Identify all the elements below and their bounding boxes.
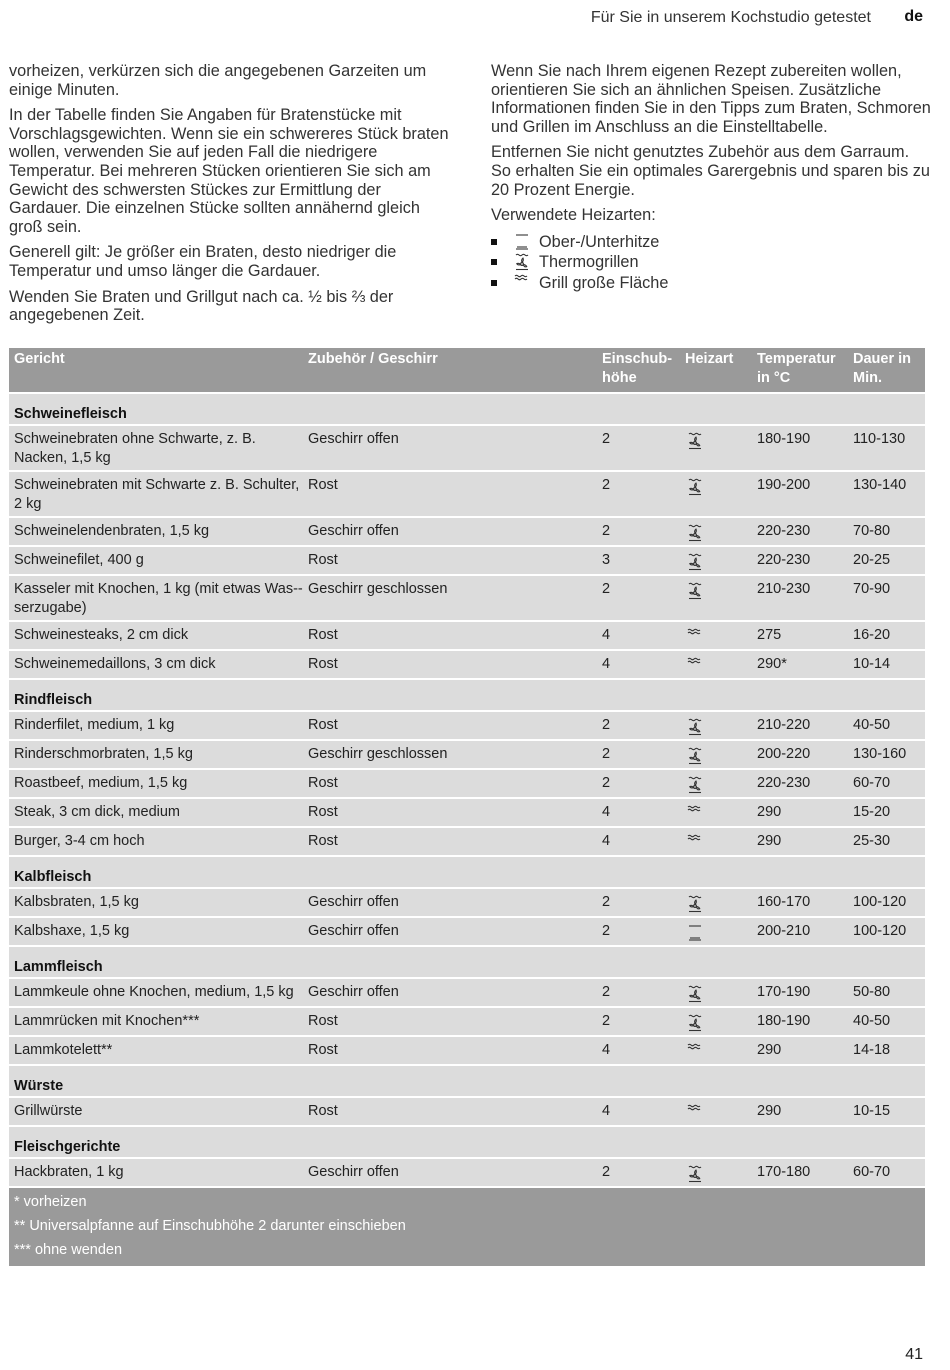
dish-cell: Schweinefilet, 400 g (14, 552, 144, 568)
accessory-cell: Rost (308, 1042, 338, 1058)
temperature-cell: 200-220 (757, 746, 811, 762)
dish-cell: Grillwürste (14, 1103, 83, 1119)
mode-cell (685, 803, 749, 829)
mode-cell (685, 716, 749, 742)
language-code: de (904, 8, 923, 25)
table-row (9, 799, 925, 826)
section-title: Lammfleisch (14, 959, 103, 975)
level-cell: 4 (602, 804, 611, 820)
table-row (9, 1037, 925, 1064)
accessory-cell: Rost (308, 477, 338, 493)
table-section-header (9, 947, 925, 977)
level-cell: 2 (602, 984, 611, 1000)
duration-cell: 60-70 (853, 1164, 891, 1180)
table-row (9, 918, 925, 945)
right-text-column (491, 62, 931, 293)
table-body (9, 394, 925, 1186)
mode-cell (685, 580, 749, 606)
table-row (9, 426, 925, 470)
duration-cell: 130-140 (853, 477, 907, 493)
table-row (9, 576, 925, 620)
mode-cell (685, 1012, 749, 1038)
heating-mode-item (491, 273, 931, 294)
grill-large-icon (687, 1049, 703, 1065)
left-text-column (9, 62, 457, 332)
section-title: Kalbfleisch (14, 869, 92, 885)
dish-cell: Lammkotelett** (14, 1042, 113, 1058)
mode-cell (685, 745, 749, 771)
table-row (9, 472, 925, 516)
dish-cell: Lammrücken mit Knochen*** (14, 1013, 200, 1029)
temperature-cell: 210-230 (757, 581, 811, 597)
thermo-grill-icon (514, 253, 530, 271)
mode-cell (685, 655, 749, 681)
accessory-cell: Rost (308, 627, 338, 643)
thermo-grill-icon (687, 753, 703, 769)
temperature-cell: 275 (757, 627, 782, 643)
column-header-accessory: Zubehör / Geschirr (308, 351, 438, 367)
section-title: Fleischgerichte (14, 1139, 121, 1155)
duration-cell: 110-130 (853, 431, 906, 447)
level-cell: 2 (602, 523, 611, 539)
temperature-cell: 210-220 (757, 717, 811, 733)
footnote: * vorheizen (14, 1194, 87, 1210)
dish-cell: Hackbraten, 1 kg (14, 1164, 124, 1180)
table-footnotes (9, 1188, 925, 1266)
heating-mode-item (491, 232, 931, 253)
column-header-temperature: Temperatur in °C (757, 351, 836, 386)
dish-cell: Schweinebraten ohne Schwarte, z. B. Nacken, 1,5 kg (14, 431, 256, 466)
level-cell: 2 (602, 894, 611, 910)
duration-cell: 10-15 (853, 1103, 891, 1119)
dish-cell: Roastbeef, medium, 1,5 kg (14, 775, 188, 791)
bullet-icon (491, 280, 497, 286)
accessory-cell: Rost (308, 804, 338, 820)
header-title: Für Sie in unserem Kochstudio getestet (590, 9, 871, 26)
table-section-header (9, 394, 925, 424)
accessory-cell: Rost (308, 717, 338, 733)
paragraph: vorheizen, verkürzen sich die angegebenen Garzeiten um einige Minuten. (9, 62, 427, 99)
level-cell: 2 (602, 581, 611, 597)
table-row (9, 1159, 925, 1186)
temperature-cell: 290* (757, 656, 787, 672)
level-cell: 2 (602, 717, 611, 733)
dish-cell: Rinderfilet, medium, 1 kg (14, 717, 175, 733)
level-cell: 4 (602, 833, 611, 849)
mode-cell (685, 922, 749, 948)
mode-cell (685, 476, 749, 502)
page-header (0, 8, 950, 28)
accessory-cell: Geschirr offen (308, 523, 399, 539)
heating-mode-item (491, 252, 931, 273)
table-row (9, 651, 925, 678)
temperature-cell: 170-180 (757, 1164, 811, 1180)
cooking-table (9, 348, 925, 1266)
mode-cell (685, 774, 749, 800)
bullet-icon (491, 239, 497, 245)
column-header-level: Einschub- höhe (602, 351, 673, 386)
grill-large-icon (687, 1110, 703, 1126)
column-header-mode: Heizart (685, 351, 734, 367)
table-row (9, 979, 925, 1006)
accessory-cell: Geschirr geschlossen (308, 581, 448, 597)
heating-modes-label: Verwendete Heizarten: (491, 206, 656, 225)
mode-cell (685, 430, 749, 456)
temperature-cell: 220-230 (757, 523, 811, 539)
temperature-cell: 190-200 (757, 477, 811, 493)
thermo-grill-icon (687, 559, 703, 575)
duration-cell: 10-14 (853, 656, 891, 672)
footnote: *** ohne wenden (14, 1242, 123, 1258)
table-row (9, 712, 925, 739)
level-cell: 2 (602, 431, 611, 447)
table-row (9, 828, 925, 855)
column-header-dish: Gericht (14, 351, 65, 367)
dish-cell: Burger, 3-4 cm hoch (14, 833, 145, 849)
grill-large-icon (514, 274, 530, 292)
table-section-header (9, 1066, 925, 1096)
dish-cell: Schweinelendenbraten, 1,5 kg (14, 523, 210, 539)
accessory-cell: Geschirr offen (308, 894, 399, 910)
level-cell: 4 (602, 1103, 611, 1119)
duration-cell: 25-30 (853, 833, 891, 849)
temperature-cell: 220-230 (757, 775, 811, 791)
temperature-cell: 170-190 (757, 984, 811, 1000)
mode-cell (685, 551, 749, 577)
level-cell: 4 (602, 656, 611, 672)
mode-cell (685, 1102, 749, 1128)
temperature-cell: 160-170 (757, 894, 811, 910)
dish-cell: Schweinesteaks, 2 cm dick (14, 627, 189, 643)
level-cell: 2 (602, 775, 611, 791)
paragraph: In der Tabelle finden Sie Angaben für Bratenstücke mit Vorschlagsgewichten. Wenn sie ein schwereres Stück braten wollen, verwenden Sie auf jeden Fall die niedrigere Temperatur. Bei mehreren Stücken orientieren Sie sich am Gewicht des schwersten Stückes zur Ermittlung der Gardauer. Die einzelnen Stücke sollten annähernd gleich groß sein. (9, 106, 449, 236)
thermo-grill-icon (687, 991, 703, 1007)
mode-cell (685, 1163, 749, 1189)
top-bottom-heat-icon (514, 233, 530, 251)
thermo-grill-icon (687, 1020, 703, 1036)
thermo-grill-icon (687, 484, 703, 500)
duration-cell: 20-25 (853, 552, 891, 568)
mode-cell (685, 893, 749, 919)
table-row (9, 547, 925, 574)
level-cell: 2 (602, 923, 611, 939)
mode-cell (685, 626, 749, 652)
level-cell: 2 (602, 1164, 611, 1180)
thermo-grill-icon (687, 782, 703, 798)
level-cell: 2 (602, 746, 611, 762)
accessory-cell: Rost (308, 656, 338, 672)
accessory-cell: Rost (308, 552, 338, 568)
paragraph: Wenn Sie nach Ihrem eigenen Rezept zubereiten wollen, orientieren Sie sich an ähnlichen Speisen. Zusätzliche Informationen finden Sie in den Tipps zum Braten, Schmoren und Grillen im Anschluss an die Einstelltabelle. (491, 62, 931, 136)
heating-modes-list (491, 232, 931, 294)
duration-cell: 70-90 (853, 581, 891, 597)
top-bottom-heat-icon (687, 930, 703, 946)
dish-cell: Kalbshaxe, 1,5 kg (14, 923, 130, 939)
bullet-icon (491, 259, 497, 265)
accessory-cell: Rost (308, 833, 338, 849)
table-header (9, 348, 925, 392)
thermo-grill-icon (687, 530, 703, 546)
dish-cell: Steak, 3 cm dick, medium (14, 804, 180, 820)
table-section-header (9, 1127, 925, 1157)
column-header-duration: Dauer in Min. (853, 351, 912, 386)
level-cell: 2 (602, 477, 611, 493)
heating-mode-label: Thermogrillen (539, 253, 639, 272)
section-title: Würste (14, 1078, 64, 1094)
accessory-cell: Geschirr geschlossen (308, 746, 448, 762)
temperature-cell: 180-190 (757, 431, 811, 447)
grill-large-icon (687, 811, 703, 827)
table-row (9, 770, 925, 797)
temperature-cell: 290 (757, 1103, 782, 1119)
mode-cell (685, 522, 749, 548)
temperature-cell: 290 (757, 833, 782, 849)
temperature-cell: 290 (757, 804, 782, 820)
dish-cell: Schweinebraten mit Schwarte z. B. Schulter, 2 kg (14, 477, 300, 512)
thermo-grill-icon (687, 1171, 703, 1187)
paragraph: Entfernen Sie nicht genutztes Zubehör aus dem Garraum. So erhalten Sie ein optimales Garergebnis und sparen bis zu 20 Prozent Energie. (491, 143, 930, 199)
accessory-cell: Rost (308, 1103, 338, 1119)
duration-cell: 50-80 (853, 984, 891, 1000)
thermo-grill-icon (687, 724, 703, 740)
accessory-cell: Geschirr offen (308, 1164, 399, 1180)
dish-cell: Kalbsbraten, 1,5 kg (14, 894, 139, 910)
accessory-cell: Geschirr offen (308, 431, 399, 447)
duration-cell: 16-20 (853, 627, 891, 643)
table-row (9, 1008, 925, 1035)
mode-cell (685, 983, 749, 1009)
thermo-grill-icon (687, 901, 703, 917)
dish-cell: Schweinemedaillons, 3 cm dick (14, 656, 216, 672)
duration-cell: 70-80 (853, 523, 891, 539)
level-cell: 4 (602, 1042, 611, 1058)
heating-mode-label: Grill große Fläche (539, 273, 669, 292)
duration-cell: 100-120 (853, 923, 907, 939)
footnote: ** Universalpfanne auf Einschubhöhe 2 darunter einschieben (14, 1218, 406, 1234)
table-row (9, 1098, 925, 1125)
duration-cell: 100-120 (853, 894, 907, 910)
level-cell: 4 (602, 627, 611, 643)
duration-cell: 40-50 (853, 1013, 891, 1029)
dish-cell: Lammkeule ohne Knochen, medium, 1,5 kg (14, 984, 294, 1000)
grill-large-icon (687, 634, 703, 650)
paragraph: Generell gilt: Je größer ein Braten, desto niedriger die Temperatur und umso länger die Gardauer. (9, 243, 397, 280)
temperature-cell: 180-190 (757, 1013, 811, 1029)
temperature-cell: 200-210 (757, 923, 811, 939)
mode-cell (685, 1041, 749, 1067)
thermo-grill-icon (687, 438, 703, 454)
table-section-header (9, 857, 925, 887)
duration-cell: 130-160 (853, 746, 907, 762)
mode-cell (685, 832, 749, 858)
table-row (9, 889, 925, 916)
duration-cell: 60-70 (853, 775, 891, 791)
section-title: Rindfleisch (14, 692, 93, 708)
duration-cell: 14-18 (853, 1042, 891, 1058)
page-number: 41 (905, 1346, 923, 1363)
section-title: Schweinefleisch (14, 406, 127, 422)
table-row (9, 622, 925, 649)
duration-cell: 15-20 (853, 804, 891, 820)
accessory-cell: Geschirr offen (308, 984, 399, 1000)
accessory-cell: Rost (308, 1013, 338, 1029)
temperature-cell: 220-230 (757, 552, 811, 568)
table-row (9, 741, 925, 768)
grill-large-icon (687, 663, 703, 679)
level-cell: 2 (602, 1013, 611, 1029)
grill-large-icon (687, 840, 703, 856)
dish-cell: Rinderschmorbraten, 1,5 kg (14, 746, 193, 762)
table-section-header (9, 680, 925, 710)
accessory-cell: Rost (308, 775, 338, 791)
level-cell: 3 (602, 552, 611, 568)
thermo-grill-icon (687, 588, 703, 604)
temperature-cell: 290 (757, 1042, 782, 1058)
paragraph: Wenden Sie Braten und Grillgut nach ca. ½ bis ⅔ der angegebenen Zeit. (9, 287, 394, 325)
accessory-cell: Geschirr offen (308, 923, 399, 939)
table-row (9, 518, 925, 545)
heating-mode-label: Ober-/Unterhitze (539, 232, 660, 251)
dish-cell: Kasseler mit Knochen, 1 kg (mit etwas Was-serzugabe) (14, 581, 303, 616)
duration-cell: 40-50 (853, 717, 891, 733)
